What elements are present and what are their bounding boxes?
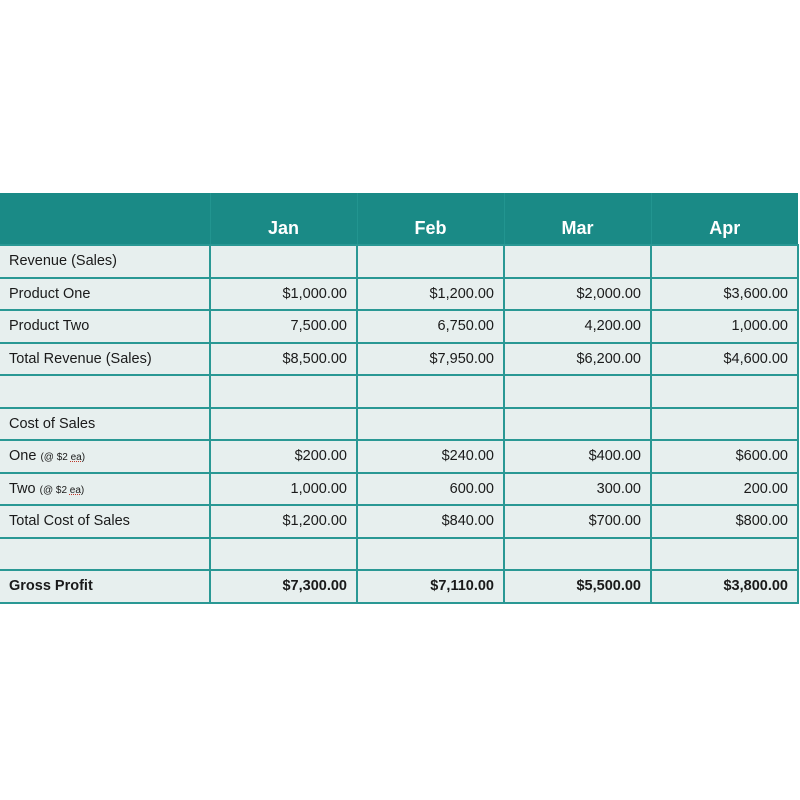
- row-label: Gross Profit: [0, 570, 210, 603]
- note-price: $2: [56, 452, 68, 464]
- cell-mar: [504, 538, 651, 571]
- cell-jan: [210, 408, 357, 441]
- note-price: $2: [55, 484, 68, 496]
- cell-apr: $3,800.00: [651, 570, 798, 603]
- cell-feb: [357, 245, 504, 278]
- row-label: One: [9, 448, 37, 465]
- header-apr: Apr: [651, 193, 798, 245]
- row-label: Two: [9, 480, 36, 497]
- row-label: Cost of Sales: [0, 408, 210, 441]
- row-label: Product One: [0, 278, 210, 311]
- note-prefix: (@: [40, 452, 57, 464]
- cell-jan: 7,500.00: [210, 310, 357, 343]
- cell-feb: 600.00: [357, 473, 504, 506]
- cell-apr: 1,000.00: [651, 310, 798, 343]
- cell-mar: 4,200.00: [504, 310, 651, 343]
- row-label-cell: [0, 473, 210, 506]
- cell-jan: $8,500.00: [210, 343, 357, 376]
- row-label: [0, 538, 210, 571]
- note-suffix: ): [80, 484, 85, 496]
- row-label: Total Revenue (Sales): [0, 343, 210, 376]
- income-statement: [0, 193, 798, 604]
- cell-mar: [504, 375, 651, 408]
- header-mar: Mar: [504, 193, 651, 245]
- cell-feb: 6,750.00: [357, 310, 504, 343]
- cell-mar: $2,000.00: [504, 278, 651, 311]
- row-label: Product Two: [0, 310, 210, 343]
- row-revenue-heading: [0, 245, 798, 278]
- cell-jan: $7,300.00: [210, 570, 357, 603]
- cell-jan: $1,000.00: [210, 278, 357, 311]
- cell-jan: [210, 538, 357, 571]
- cell-apr: [651, 245, 798, 278]
- row-product-two: [0, 310, 798, 343]
- cell-feb: $240.00: [357, 440, 504, 473]
- note-unit: ea: [70, 452, 82, 464]
- row-label-cell: [0, 440, 210, 473]
- header-jan: Jan: [210, 193, 357, 245]
- row-label: [0, 375, 210, 408]
- row-label: Total Cost of Sales: [0, 505, 210, 538]
- cell-feb: $1,200.00: [357, 278, 504, 311]
- row-spacer: [0, 538, 798, 571]
- row-cost-heading: [0, 408, 798, 441]
- cell-apr: $600.00: [651, 440, 798, 473]
- cell-apr: [651, 375, 798, 408]
- cell-feb: $7,110.00: [357, 570, 504, 603]
- cell-mar: $6,200.00: [504, 343, 651, 376]
- row-cost-two: [0, 473, 798, 506]
- cell-jan: 1,000.00: [210, 473, 357, 506]
- cell-apr: $3,600.00: [651, 278, 798, 311]
- row-total-revenue: [0, 343, 798, 376]
- row-product-one: [0, 278, 798, 311]
- unit-cost-note: [40, 452, 85, 463]
- cell-feb: $840.00: [357, 505, 504, 538]
- note-unit: ea: [69, 484, 81, 496]
- header-row: [0, 193, 798, 245]
- row-gross-profit: [0, 570, 798, 603]
- row-cost-one: [0, 440, 798, 473]
- note-suffix: ): [81, 452, 86, 464]
- cell-jan: [210, 375, 357, 408]
- cell-jan: $200.00: [210, 440, 357, 473]
- cell-jan: [210, 245, 357, 278]
- cell-mar: $700.00: [504, 505, 651, 538]
- cell-apr: [651, 538, 798, 571]
- cell-apr: 200.00: [651, 473, 798, 506]
- row-label: Revenue (Sales): [0, 245, 210, 278]
- cell-feb: [357, 538, 504, 571]
- cell-mar: [504, 245, 651, 278]
- cell-mar: 300.00: [504, 473, 651, 506]
- cell-mar: $5,500.00: [504, 570, 651, 603]
- cell-apr: $800.00: [651, 505, 798, 538]
- header-feb: Feb: [357, 193, 504, 245]
- header-blank: [0, 193, 210, 245]
- cell-mar: $400.00: [504, 440, 651, 473]
- cell-mar: [504, 408, 651, 441]
- cell-feb: $7,950.00: [357, 343, 504, 376]
- cell-apr: [651, 408, 798, 441]
- cell-feb: [357, 408, 504, 441]
- unit-cost-note: [40, 485, 85, 496]
- cell-jan: $1,200.00: [210, 505, 357, 538]
- cell-apr: $4,600.00: [651, 343, 798, 376]
- row-spacer: [0, 375, 798, 408]
- cell-feb: [357, 375, 504, 408]
- note-prefix: (@: [39, 484, 56, 496]
- income-table: [0, 193, 799, 604]
- row-total-cost: [0, 505, 798, 538]
